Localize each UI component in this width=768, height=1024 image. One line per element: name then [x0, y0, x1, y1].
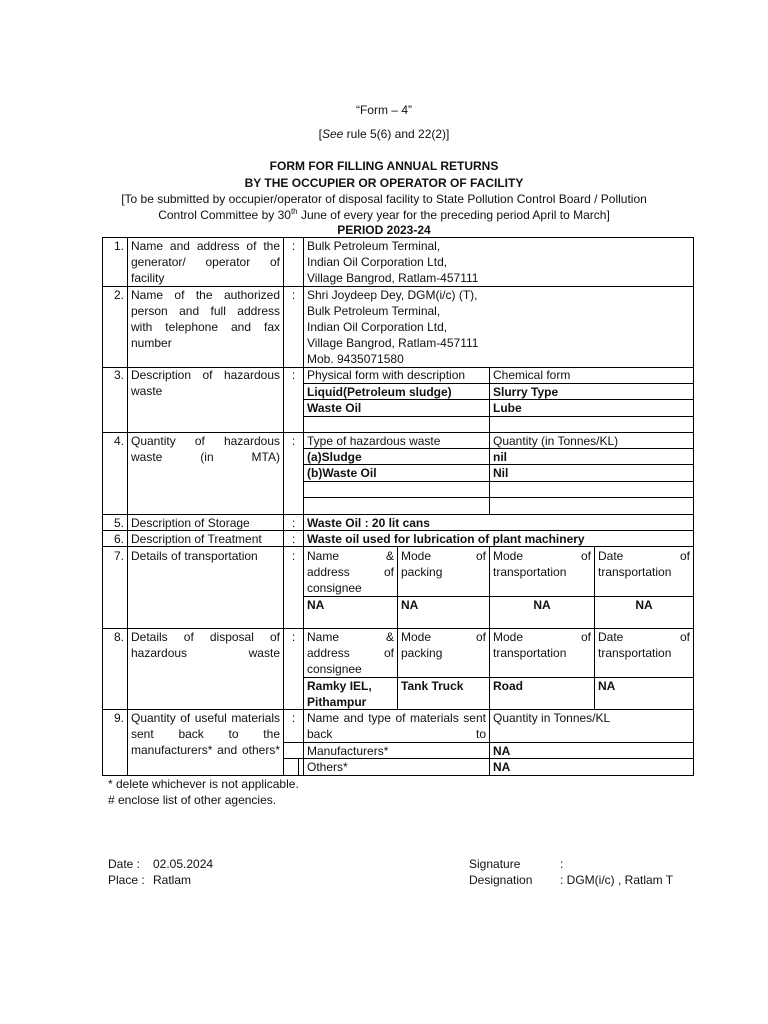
row-9-colon: :: [291, 711, 296, 725]
row-9-number: 9.: [113, 711, 124, 725]
row-1-value: [304, 238, 693, 286]
form-number: “Form – 4”: [355, 103, 412, 117]
instruction-line-1: [To be submitted by occupier/operator of disposal facility to State Pollution Control Board / Pollution: [121, 192, 647, 206]
row-9-manufacturers-qty: NA: [493, 744, 511, 758]
row-4-quantity-2: Nil: [493, 466, 509, 480]
row-7-header-packing: Mode of packing: [401, 549, 486, 579]
row-2-line-3: Indian Oil Corporation Ltd,: [307, 320, 448, 334]
row-4-number: 4.: [113, 434, 124, 448]
date-value: 02.05.2024: [153, 857, 214, 871]
form-title-2: BY THE OCCUPIER OR OPERATOR OF FACILITY: [244, 176, 524, 190]
row-3-header-chemical: Chemical form: [493, 368, 571, 382]
row-8-header-consignee: Name & address of consignee: [307, 630, 394, 676]
row-7-label: Details of transportation: [131, 549, 258, 563]
row-3-header-physical: Physical form with description: [307, 368, 466, 382]
row-6-colon: :: [291, 532, 296, 546]
row-4-colon: :: [291, 434, 296, 448]
instruction-part-b: June of every year for the preceding period April to March]: [297, 208, 610, 222]
row-2-label: Name of the authorized person and full address with telephone and fax number: [131, 288, 280, 350]
row-8-number: 8.: [113, 630, 124, 644]
row-2-line-2: Bulk Petroleum Terminal,: [307, 304, 441, 318]
row-7-header-date: Date of transportation: [598, 549, 690, 579]
row-3-colon: :: [291, 368, 296, 382]
row-9-header-materials: Name and type of materials sent back to: [307, 711, 486, 741]
date-label: Date :: [108, 857, 141, 871]
row-8-header-date: Date of transportation: [598, 630, 690, 660]
row-8-header-mode: Mode of transportation: [493, 630, 591, 660]
row-3-number: 3.: [113, 368, 124, 382]
signature-separator: :: [560, 857, 564, 871]
row-2-line-4: Village Bangrod, Ratlam-457111: [307, 336, 479, 350]
designation-label: Designation: [469, 873, 533, 887]
row-5-colon: :: [291, 516, 296, 530]
form-title-1: FORM FOR FILLING ANNUAL RETURNS: [269, 159, 499, 173]
row-7-number: 7.: [113, 549, 124, 563]
row-1-line-2: Indian Oil Corporation Ltd,: [307, 255, 448, 269]
row-4-type-2: (b)Waste Oil: [307, 466, 377, 480]
row-4-label: Quantity of hazardous waste (in MTA): [131, 434, 280, 464]
row-8-colon: :: [291, 630, 296, 644]
row-7-packing: NA: [401, 598, 419, 612]
row-9-label: Quantity of useful materials sent back to the manufacturers* and others*: [131, 711, 280, 757]
row-3-physical-2: Waste Oil: [307, 401, 362, 415]
row-3-chemical-2: Lube: [493, 401, 522, 415]
row-6-label: Description of Treatment: [131, 532, 262, 546]
row-9-header-quantity: Quantity in Tonnes/KL: [493, 711, 611, 725]
row-9-others-qty: NA: [493, 760, 511, 774]
row-5-number: 5.: [113, 516, 124, 530]
row-6-number: 6.: [113, 532, 124, 546]
row-2-line-5: Mob. 9435071580: [307, 352, 404, 366]
row-8-label: Details of disposal of hazardous waste: [131, 630, 280, 660]
row-7-date: NA: [635, 598, 653, 612]
row-8-mode: Road: [493, 679, 523, 693]
row-1-label: Name and address of the generator/ operator of facility: [131, 239, 280, 285]
row-4-header-quantity: Quantity (in Tonnes/KL): [493, 434, 619, 448]
row-4-quantity-1: nil: [493, 450, 507, 464]
row-2-line-1: Shri Joydeep Dey, DGM(i/c) (T),: [307, 288, 478, 302]
row-1-number: 1.: [113, 239, 124, 253]
instruction-superscript: th: [290, 207, 298, 216]
row-8-date: NA: [598, 679, 616, 693]
designation-value: : DGM(i/c) , Ratlam T: [560, 873, 674, 887]
row-3-physical-1: Liquid(Petroleum sludge): [307, 385, 452, 399]
row-6-value: Waste oil used for lubrication of plant machinery: [307, 532, 585, 546]
row-2-value: [304, 287, 693, 367]
footnote-delete: * delete whichever is not applicable.: [108, 777, 299, 791]
row-7-mode: NA: [533, 598, 551, 612]
period: PERIOD 2023-24: [337, 223, 431, 237]
row-5-value: Waste Oil : 20 lit cans: [307, 516, 430, 530]
instruction-line-2: [0, 207, 768, 223]
row-4-type-1: (a)Sludge: [307, 450, 362, 464]
row-4-header-type: Type of hazardous waste: [307, 434, 441, 448]
footnote-enclose: # enclose list of other agencies.: [108, 793, 277, 807]
row-5-label: Description of Storage: [131, 516, 250, 530]
place-value: Ratlam: [153, 873, 192, 887]
row-1-line-3: Village Bangrod, Ratlam-457111: [307, 271, 479, 285]
rule-see: See: [321, 127, 344, 141]
row-3-chemical-1: Slurry Type: [493, 385, 559, 399]
instruction-part-a: Control Committee by 30: [158, 208, 291, 222]
row-8-packing: Tank Truck: [401, 679, 464, 693]
row-1-colon: :: [291, 239, 296, 253]
row-1-line-1: Bulk Petroleum Terminal,: [307, 239, 441, 253]
row-8-consignee: Ramky IEL, Pithampur: [307, 679, 372, 709]
row-7-colon: :: [291, 549, 296, 563]
row-9-manufacturers: Manufacturers*: [307, 744, 389, 758]
place-label: Place :: [108, 873, 145, 887]
row-7-consignee: NA: [307, 598, 325, 612]
row-8-header-packing: Mode of packing: [401, 630, 486, 660]
row-7-header-mode: Mode of transportation: [493, 549, 591, 579]
rule-reference: [See rule 5(6) and 22(2)]: [318, 127, 450, 141]
row-9-others: Others*: [307, 760, 348, 774]
row-2-number: 2.: [113, 288, 124, 302]
signature-label: Signature: [469, 857, 521, 871]
row-3-label: Description of hazardous waste: [131, 368, 280, 398]
row-2-colon: :: [291, 288, 296, 302]
rule-text: rule 5(6) and 22(2)]: [343, 127, 450, 141]
row-7-header-consignee: Name & address of consignee: [307, 549, 394, 595]
